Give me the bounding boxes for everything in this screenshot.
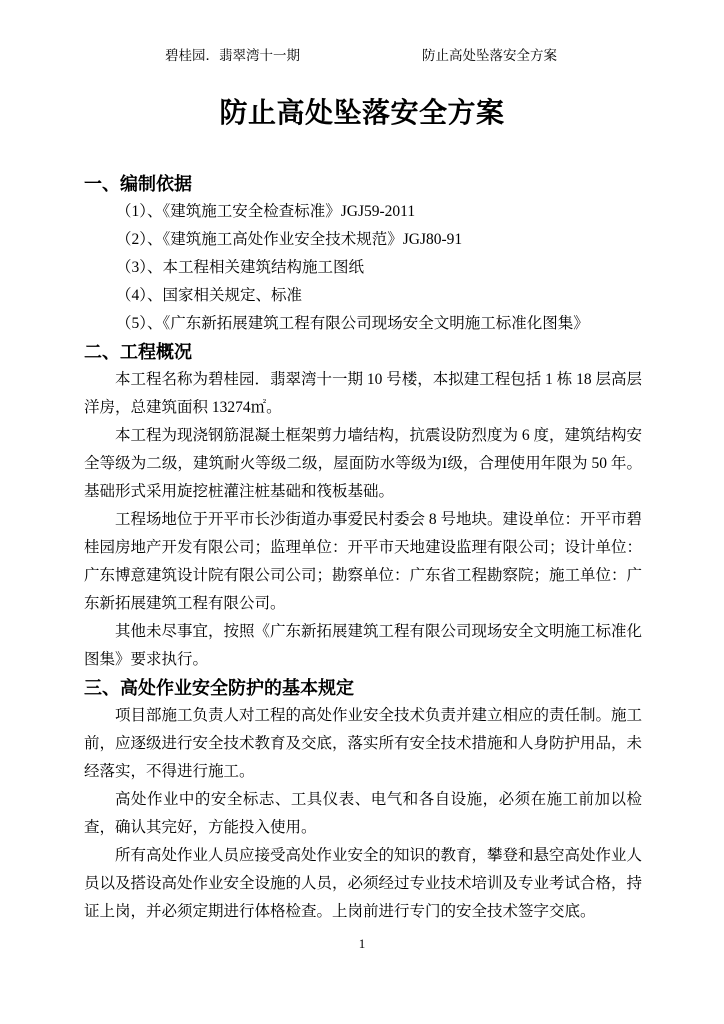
paragraph: 本工程名称为碧桂园．翡翠湾十一期 10 号楼，本拟建工程包括 1 栋 18 层高层洋房，总建筑面积 13274㎡。 xyxy=(84,371,643,416)
section-heading-overview: 二、工程概况 xyxy=(84,342,192,362)
paragraph: 项目部施工负责人对工程的高处作业安全技术负责并建立相应的责任制。施工前，应逐级进行安全技术教育及交底，落实所有安全技术措施和人身防护用品，未经落实，不得进行施工。 xyxy=(84,707,643,780)
paragraph: 工程场地位于开平市长沙街道办事爱民村委会 8 号地块。建设单位：开平市碧桂园房地产开发有限公司；监理单位：开平市天地建设监理有限公司；设计单位：广东博意建筑设计院有限公司公司；勘察单位：广东省工程勘察院；施工单位：广东新拓展建筑工程有限公司。 xyxy=(84,511,643,612)
running-header xyxy=(165,47,557,65)
paragraph: 其他未尽事宜，按照《广东新拓展建筑工程有限公司现场安全文明施工标准化图集》要求执行。 xyxy=(84,623,643,668)
section-heading-basic-rules: 三、高处作业安全防护的基本规定 xyxy=(84,678,354,698)
page-number: 1 xyxy=(358,936,366,951)
paragraph: 本工程为现浇钢筋混凝土框架剪力墙结构，抗震设防烈度为 6 度，建筑结构安全等级为二级，建筑耐火等级二级，屋面防水等级为I级，合理使用年限为 50 年。基础形式采用旋挖桩灌注桩基础和筏板基础。 xyxy=(84,427,643,500)
document-body xyxy=(84,170,642,926)
paragraph: 高处作业中的安全标志、工具仪表、电气和各自设施，必须在施工前加以检查，确认其完好，方能投入使用。 xyxy=(84,791,642,836)
header-doc-name: 防止高处坠落安全方案 xyxy=(422,48,557,63)
list-item: （3）、本工程相关建筑结构施工图纸 xyxy=(116,259,365,276)
list-item: （4）、国家相关规定、标准 xyxy=(116,287,303,304)
list-item: （2）、《建筑施工高处作业安全技术规范》JGJ80-91 xyxy=(116,231,463,248)
list-item: （5）、《广东新拓展建筑工程有限公司现场安全文明施工标准化图集》 xyxy=(116,315,589,332)
section-heading-basis: 一、编制依据 xyxy=(84,174,192,194)
list-item: （1）、《建筑施工安全检查标准》JGJ59-2011 xyxy=(116,203,416,220)
paragraph: 所有高处作业人员应接受高处作业安全的知识的教育，攀登和悬空高处作业人员以及搭设高处作业安全设施的人员，必须经过专业技术培训及专业考试合格，持证上岗，并必须定期进行体格检查。上岗前进行专门的安全技术签字交底。 xyxy=(84,847,643,920)
header-project-name: 碧桂园．翡翠湾十一期 xyxy=(165,48,300,63)
document-title: 防止高处坠落安全方案 xyxy=(219,97,505,128)
